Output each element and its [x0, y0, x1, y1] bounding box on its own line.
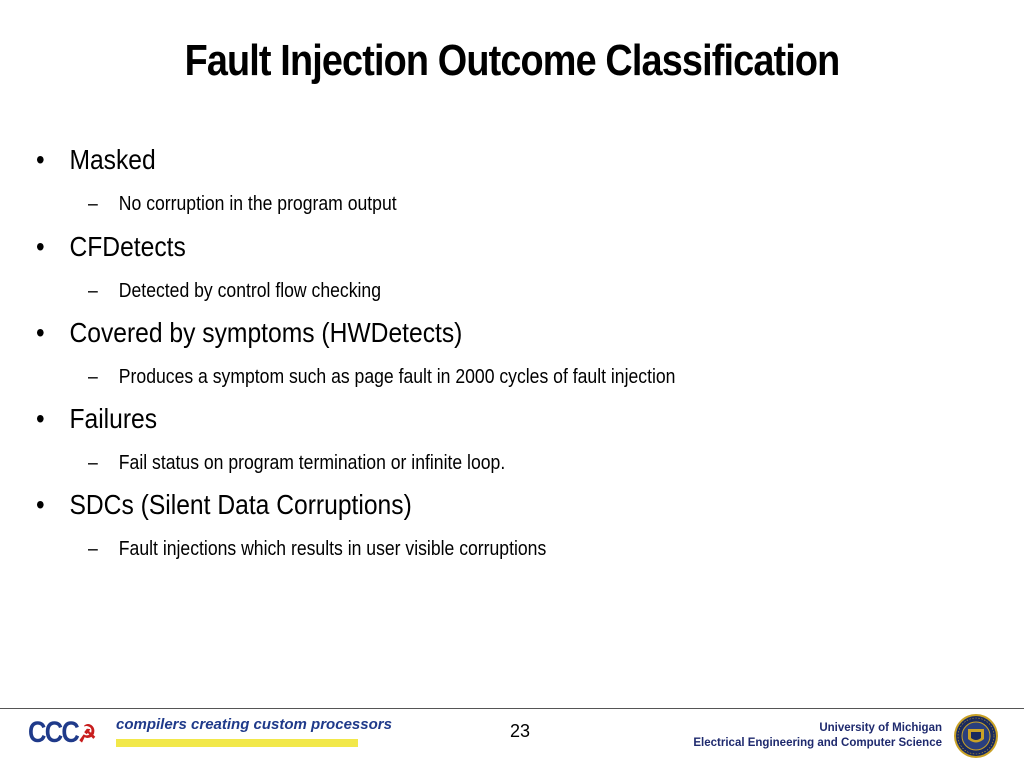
sub-bullet-item — [88, 538, 546, 561]
bullet-item — [36, 317, 462, 349]
bullet-marker: • — [36, 317, 45, 348]
star-hammer-sickle-icon: ☭ — [78, 721, 97, 748]
department-name: Electrical Engineering and Computer Science — [693, 737, 942, 749]
bullet-label: CFDetects — [69, 231, 186, 262]
sub-bullet-marker: – — [88, 193, 98, 215]
bullet-label: Covered by symptoms (HWDetects) — [69, 317, 463, 348]
university-name: University of Michigan — [819, 722, 942, 734]
sub-bullet-label: No corruption in the program output — [118, 193, 397, 215]
sub-bullet-item — [88, 193, 397, 216]
ccc-logo — [28, 716, 96, 750]
university-seal-icon — [953, 713, 999, 759]
ccc-logo-text: CCC — [28, 716, 79, 749]
bullet-item — [36, 489, 412, 521]
footer-divider — [0, 708, 1024, 709]
bullet-item — [36, 403, 157, 435]
bullet-label: SDCs (Silent Data Corruptions) — [69, 489, 412, 520]
university-label — [693, 721, 942, 751]
sub-bullet-item — [88, 366, 675, 389]
bullet-label: Masked — [69, 144, 156, 175]
sub-bullet-marker: – — [88, 366, 98, 388]
sub-bullet-item — [88, 452, 505, 475]
slide-title: Fault Injection Outcome Classification — [184, 36, 840, 85]
bullet-label: Failures — [69, 403, 158, 434]
bullet-item — [36, 231, 186, 263]
sub-bullet-marker: – — [88, 538, 98, 560]
sub-bullet-label: Produces a symptom such as page fault in 2000 cycles of fault injection — [118, 366, 676, 388]
page-number: 23 — [509, 721, 531, 741]
bullet-marker: • — [36, 403, 45, 434]
sub-bullet-item — [88, 280, 381, 303]
logo-tagline: compilers creating custom processors — [116, 716, 392, 733]
sub-bullet-label: Detected by control flow checking — [118, 280, 381, 302]
bullet-marker: • — [36, 489, 45, 520]
bullet-item — [36, 144, 156, 176]
bullet-marker: • — [36, 231, 45, 262]
tagline-highlight — [116, 739, 358, 747]
sub-bullet-marker: – — [88, 280, 98, 302]
bullet-marker: • — [36, 144, 45, 175]
sub-bullet-marker: – — [88, 452, 98, 474]
sub-bullet-label: Fault injections which results in user visible corruptions — [118, 538, 547, 560]
sub-bullet-label: Fail status on program termination or infinite loop. — [118, 452, 506, 474]
